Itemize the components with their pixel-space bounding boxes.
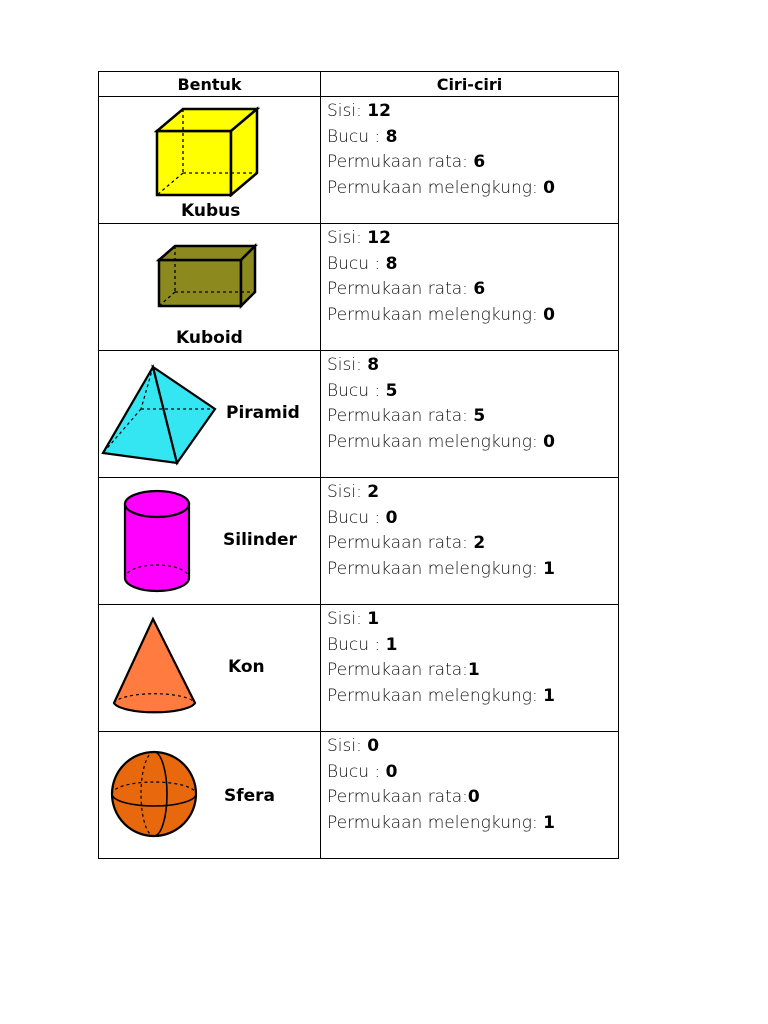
prop-flat-faces: Permukaan rata:0 [327,787,480,807]
prop-vertices: Bucu : 8 [327,126,398,147]
table-row-kuboid [99,224,619,351]
prop-sides: Sisi: 12 [327,228,391,248]
properties-cell [321,478,619,605]
prop-vertices: Bucu : 0 [327,507,398,528]
prop-flat-faces: Permukaan rata: 5 [327,406,486,426]
shape-cell [99,351,321,478]
sphere-icon [108,748,200,840]
prop-sides: Sisi: 8 [327,355,380,375]
prop-vertices: Bucu : 0 [327,761,398,782]
prop-sides: Sisi: 12 [327,101,391,121]
prop-sides: Sisi: 0 [327,736,380,756]
prop-vertices: Bucu : 1 [327,634,398,655]
shape-name: Piramid [226,403,300,423]
properties-cell [321,605,619,732]
properties-cell [321,351,619,478]
properties-cell [321,224,619,351]
table-row-kubus [99,97,619,224]
shape-name: Kuboid [176,328,243,348]
prop-flat-faces: Permukaan rata:1 [327,660,480,680]
shape-name: Kubus [181,201,241,221]
cube-icon [151,105,263,197]
shape-cell [99,97,321,224]
table-row-silinder [99,478,619,605]
shape-name: Sfera [224,786,276,806]
prop-curved-faces: Permukaan melengkung: 1 [327,558,555,579]
properties-cell [321,97,619,224]
shape-cell [99,224,321,351]
prop-flat-faces: Permukaan rata: 2 [327,533,486,553]
shape-cell [99,732,321,859]
cylinder-icon [121,488,193,596]
shapes-table [98,71,619,859]
shape-name: Kon [228,657,265,677]
prop-flat-faces: Permukaan rata: 6 [327,279,486,299]
prop-vertices: Bucu : 8 [327,253,398,274]
prop-curved-faces: Permukaan melengkung: 0 [327,431,555,452]
prop-curved-faces: Permukaan melengkung: 0 [327,304,555,325]
header-row [99,72,619,97]
shape-name: Silinder [223,530,297,550]
prop-curved-faces: Permukaan melengkung: 1 [327,685,555,706]
prop-sides: Sisi: 1 [327,609,380,629]
cone-icon [111,615,199,719]
table-row-sfera [99,732,619,859]
prop-sides: Sisi: 2 [327,482,380,502]
prop-flat-faces: Permukaan rata: 6 [327,152,486,172]
prop-curved-faces: Permukaan melengkung: 1 [327,812,555,833]
pyramid-icon [101,363,219,467]
header-properties: Ciri-ciri [321,72,619,97]
prop-curved-faces: Permukaan melengkung: 0 [327,177,555,198]
shape-cell [99,605,321,732]
table-row-piramid [99,351,619,478]
properties-cell [321,732,619,859]
header-shape: Bentuk [99,72,321,97]
prop-vertices: Bucu : 5 [327,380,398,401]
cuboid-icon [155,242,259,310]
shape-cell [99,478,321,605]
table-row-kon [99,605,619,732]
